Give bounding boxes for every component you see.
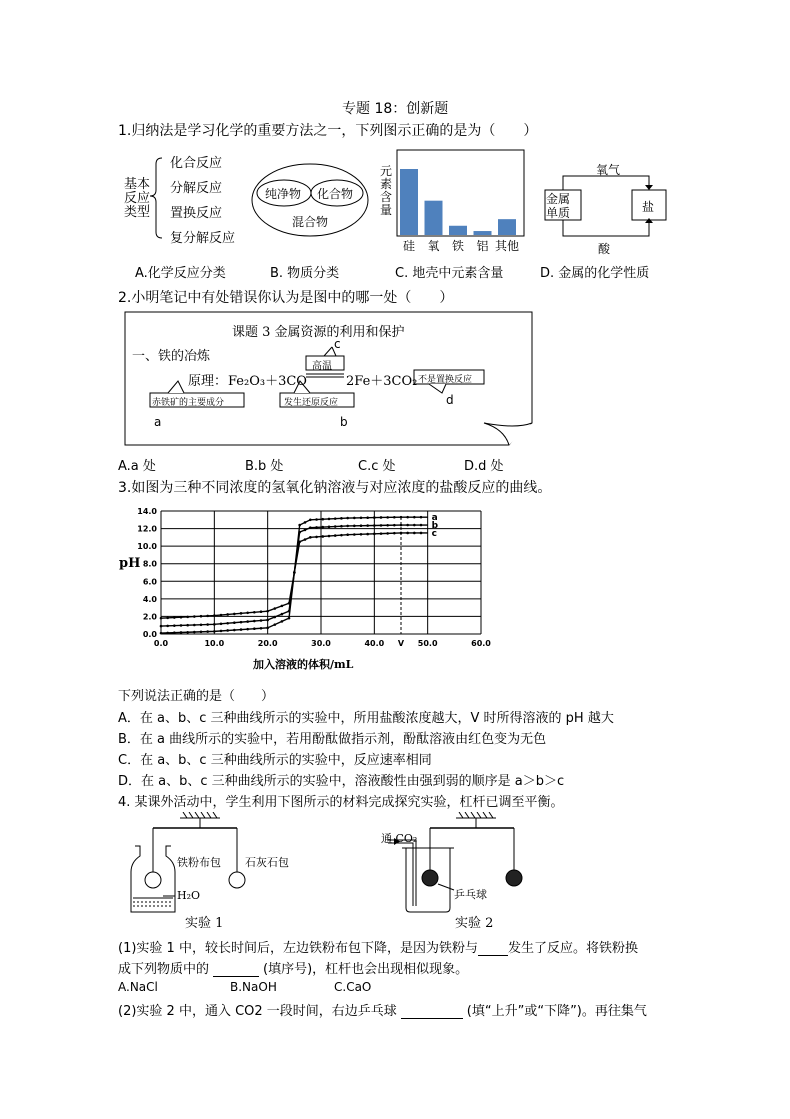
note-heading: 课题 3 金属资源的利用和保护 xyxy=(232,325,405,340)
curve-b-point xyxy=(413,524,416,527)
y-tick-label: 6.0 xyxy=(142,577,157,587)
bar-氧 xyxy=(425,201,443,235)
curve-b-point xyxy=(240,621,243,624)
x-tick-label: 50.0 xyxy=(417,639,438,648)
x-tick-label: 10.0 xyxy=(204,639,225,648)
curve-c xyxy=(161,533,428,633)
ylabel-2: 素 xyxy=(380,177,393,191)
curve-a-point xyxy=(420,516,423,519)
ylabel-1: 元 xyxy=(380,164,393,178)
curve-c-point xyxy=(193,631,196,634)
curve-a-point xyxy=(373,516,376,519)
curve-c-point xyxy=(200,631,203,634)
q4-option-a[interactable]: A.NaCl xyxy=(118,980,158,994)
curve-b-point xyxy=(200,623,203,626)
y-tick-label: 0.0 xyxy=(142,630,157,639)
experiment-1-caption: 实验 1 xyxy=(185,916,224,931)
curve-a-point xyxy=(413,516,416,519)
curve-c-point xyxy=(380,532,383,535)
curve-c-point xyxy=(406,532,409,535)
q3-option-b[interactable]: B．在 a 曲线所示的实验中，若用酚酞做指示剂，酚酞溶液由红色变为无色 xyxy=(118,732,547,747)
curve-b-point xyxy=(393,524,396,527)
y-tick-label: 2.0 xyxy=(142,612,157,622)
curve-b-point xyxy=(273,616,276,619)
q3-option-a[interactable]: A．在 a、b、c 三种曲线所示的实验中，所用盐酸浓度越大，V 时所得溶液的 pH 越大 xyxy=(118,711,614,726)
q4-answer-blank-1[interactable] xyxy=(478,942,508,956)
curve-b-point xyxy=(373,524,376,527)
curve-c-point xyxy=(315,536,318,539)
curve-c-point xyxy=(373,533,376,536)
metal-label-2: 单质 xyxy=(546,206,571,220)
curve-c-point xyxy=(260,627,263,630)
curve-a-point xyxy=(321,518,324,521)
curve-c-point xyxy=(281,620,284,623)
ph-curve-chart xyxy=(115,500,505,675)
y-tick-label: 4.0 xyxy=(142,594,157,604)
bar-硅 xyxy=(400,169,418,235)
label-d: d xyxy=(446,393,454,407)
curve-c-point xyxy=(360,533,363,536)
curve-c-point xyxy=(328,535,331,538)
experiment-2 xyxy=(378,812,528,930)
x-tick-label: 40.0 xyxy=(364,639,385,648)
y-tick-label: 14.0 xyxy=(137,507,157,516)
q4-part2-line xyxy=(118,1000,647,1019)
curve-b-point xyxy=(180,624,183,627)
curve-b-point xyxy=(321,526,324,529)
q4-part1-line2 xyxy=(118,958,468,977)
curve-c-point xyxy=(304,538,307,541)
curve-c-point xyxy=(246,628,249,631)
curve-b-point xyxy=(253,620,256,623)
curve-label-b: b xyxy=(431,521,439,532)
curve-c-point xyxy=(346,533,349,536)
curve-b-point xyxy=(328,526,331,529)
curve-b-point xyxy=(213,623,216,626)
curve-b-point xyxy=(406,524,409,527)
q4-answer-blank-2[interactable] xyxy=(213,963,259,977)
curve-b-point xyxy=(366,524,369,527)
curve-b-point xyxy=(340,525,343,528)
curve-a-point xyxy=(246,612,249,615)
curve-c-point xyxy=(288,617,291,620)
bar-铝 xyxy=(474,231,492,235)
q2-option-b[interactable]: B.b 处 xyxy=(245,459,284,474)
curve-c-point xyxy=(334,534,337,537)
curve-a-point xyxy=(309,518,312,521)
curve-c-point xyxy=(413,532,416,535)
x-tick-label: 60.0 xyxy=(471,639,491,648)
curve-a-point xyxy=(233,613,236,616)
curve-a-point xyxy=(213,614,216,617)
q4-option-c[interactable]: C.CaO xyxy=(334,980,372,994)
experiment-2-caption: 实验 2 xyxy=(455,916,494,931)
bar-label-铝: 铝 xyxy=(476,239,489,253)
curve-a-point xyxy=(386,516,389,519)
curve-c-point xyxy=(273,623,276,626)
curve-a-point xyxy=(340,517,343,520)
bubble-a-text: 赤铁矿的主要成分 xyxy=(152,398,225,408)
q3-option-d[interactable]: D．在 a、b、c 三种曲线所示的实验中，溶液酸性由强到弱的顺序是 a＞b＞c xyxy=(118,774,565,789)
curve-b-point xyxy=(304,529,307,532)
curve-a-point xyxy=(160,617,163,620)
co2-inlet-label: 通 CO₂ xyxy=(381,832,418,845)
q2-option-d[interactable]: D.d 处 xyxy=(464,459,504,474)
curve-a-point xyxy=(186,616,189,619)
curve-c-point xyxy=(240,628,243,631)
curve-a-point xyxy=(328,518,331,521)
curve-b-point xyxy=(380,524,383,527)
x-tick-label: 30.0 xyxy=(311,639,331,648)
curve-c-point xyxy=(420,532,423,535)
salt-label: 盐 xyxy=(642,200,655,214)
curve-b-point xyxy=(186,624,189,627)
reaction-type-4: 复分解反应 xyxy=(170,231,236,246)
water-label: H₂O xyxy=(177,889,201,902)
curve-b-point xyxy=(166,625,169,628)
curve-a-point xyxy=(400,516,403,519)
curve-c-point xyxy=(226,629,229,632)
label-b: b xyxy=(340,415,348,429)
q4-part1-text-d: (填序号)，杠杆也会出现相似现象。 xyxy=(263,962,469,977)
left-label-1: 基本 xyxy=(124,177,151,192)
curve-b-point xyxy=(309,526,312,529)
reaction-type-1: 化合反应 xyxy=(170,156,223,171)
curve-b-point xyxy=(400,524,403,527)
curve-c-point xyxy=(160,632,163,635)
q1-figure-a xyxy=(118,148,248,248)
acid-label: 酸 xyxy=(598,242,611,256)
curve-c-point xyxy=(353,533,356,536)
q4-part1-text-a: (1)实验 1 中，较长时间后，左边铁粉布包下降，是因为铁粉与 xyxy=(118,941,478,956)
curve-a-point xyxy=(226,613,229,616)
bubble-b-text: 发生还原反应 xyxy=(284,398,339,408)
venn-compound: 化合物 xyxy=(317,187,354,201)
equation-right: 2Fe＋3CO₂ xyxy=(346,374,418,389)
reaction-type-2: 分解反应 xyxy=(170,181,223,196)
curve-b-point xyxy=(233,621,236,624)
curve-a-point xyxy=(180,616,183,619)
curve-b-point xyxy=(315,526,318,529)
curve-c-point xyxy=(220,630,223,633)
curve-a-point xyxy=(260,610,263,613)
curve-b-point xyxy=(353,525,356,528)
ph-xlabel: 加入溶液的体积/mL xyxy=(253,658,354,671)
curve-b-point xyxy=(193,624,196,627)
curve-c-point xyxy=(298,540,301,543)
bar-label-铁: 铁 xyxy=(451,239,465,253)
y-tick-label: 10.0 xyxy=(137,542,157,552)
curve-c-point xyxy=(233,629,236,632)
curve-b-point xyxy=(246,620,249,623)
bar-label-氧: 氧 xyxy=(427,239,440,253)
q4-part1-text-c: 成下列物质中的 xyxy=(118,962,210,977)
metal-label-1: 金属 xyxy=(546,192,571,206)
curve-c-point xyxy=(393,532,396,535)
curve-a-point xyxy=(273,607,276,610)
label-a: a xyxy=(154,415,162,429)
ph-ylabel: pH xyxy=(119,556,141,571)
ylabel-4: 量 xyxy=(380,203,393,217)
q1-figure-c xyxy=(380,149,530,259)
bar-label-其他: 其他 xyxy=(494,239,520,253)
curve-b-point xyxy=(334,525,337,528)
curve-c-point xyxy=(400,532,403,535)
note-section: 一、铁的冶炼 xyxy=(132,349,211,364)
curve-c-point xyxy=(253,627,256,630)
left-label-3: 类型 xyxy=(124,205,151,220)
curve-b-point xyxy=(386,524,389,527)
q3-ask: 下列说法正确的是（ ） xyxy=(118,689,275,704)
curve-c-point xyxy=(173,631,176,634)
q2-note xyxy=(124,311,534,447)
experiment-1 xyxy=(125,812,315,930)
x-tick-label: 20.0 xyxy=(257,639,278,648)
equation-left: Fe₂O₃＋3CO xyxy=(228,374,307,389)
curve-b-point xyxy=(281,613,284,616)
curve-a-point xyxy=(346,517,349,520)
element-bar-chart xyxy=(380,149,530,259)
ylabel-3: 含 xyxy=(380,190,393,204)
q1-option-c[interactable]: C. 地壳中元素含量 xyxy=(395,266,504,281)
q1-option-d[interactable]: D. 金属的化学性质 xyxy=(540,266,650,281)
curve-a-point xyxy=(393,516,396,519)
curve-b-point xyxy=(260,619,263,622)
q2-option-c[interactable]: C.c 处 xyxy=(358,459,396,474)
q4-part1-text-b: 发生了反应。将铁粉换 xyxy=(507,941,638,956)
curve-c-point xyxy=(206,630,209,633)
curve-a-point xyxy=(200,615,203,618)
venn-pure: 纯净物 xyxy=(265,187,302,201)
curve-c-point xyxy=(386,532,389,535)
curve-a-point xyxy=(193,615,196,618)
q3-option-c[interactable]: C．在 a、b、c 三种曲线所示的实验中，反应速率相同 xyxy=(118,753,432,768)
curve-c-point xyxy=(266,627,269,630)
q4-stem: 4. 某课外活动中，学生利用下图所示的材料完成探究实验，杠杆已调至平衡。 xyxy=(118,795,564,810)
bar-label-硅: 硅 xyxy=(402,239,416,253)
q4-part2-text-b: (填“上升”或“下降”)。再往集气 xyxy=(466,1004,647,1019)
curve-a-point xyxy=(173,616,176,619)
y-tick-label: 12.0 xyxy=(137,524,157,534)
curve-c-point xyxy=(321,535,324,538)
limestone-bag-label: 石灰石包 xyxy=(245,856,289,869)
label-c: c xyxy=(334,337,341,351)
curve-a-point xyxy=(353,517,356,520)
bar-铁 xyxy=(449,226,467,235)
curve-a-point xyxy=(360,517,363,520)
left-label-2: 反应 xyxy=(124,191,151,206)
q4-part2-text-a: (2)实验 2 中，通入 CO2 一段时间，右边乒乓球 xyxy=(118,1004,397,1019)
curve-c-point xyxy=(366,533,369,536)
curve-a-point xyxy=(304,521,307,524)
q4-option-b[interactable]: B.NaOH xyxy=(230,980,277,994)
curve-a-point xyxy=(220,614,223,617)
curve-c-point xyxy=(166,632,169,635)
curve-a-point xyxy=(240,612,243,615)
curve-a-point xyxy=(380,516,383,519)
curve-a-point xyxy=(253,611,256,614)
curve-b-point xyxy=(360,524,363,527)
curve-b-point xyxy=(298,531,301,534)
q2-stem: 2.小明笔记中有处错误你认为是图中的哪一处（ ） xyxy=(118,290,454,306)
curve-a-point xyxy=(315,518,318,521)
q1-figure-d xyxy=(540,158,680,258)
curve-a-point xyxy=(334,517,337,520)
bar-其他 xyxy=(498,219,516,235)
x-tick-label: 0.0 xyxy=(153,639,169,648)
curve-a-point xyxy=(406,516,409,519)
principle-label: 原理： xyxy=(188,374,228,389)
curve-a-point xyxy=(281,605,284,608)
pingpong-ball-label: 乒乓球 xyxy=(454,888,487,901)
equation-condition: 高温 xyxy=(312,361,332,372)
oxygen-label: 氧气 xyxy=(596,163,621,177)
q3-stem: 3.如图为三种不同浓度的氢氧化钠溶液与对应浓度的盐酸反应的曲线。 xyxy=(118,480,552,496)
curve-c-point xyxy=(293,571,296,574)
curve-c-point xyxy=(340,534,343,537)
curve-b-point xyxy=(220,622,223,625)
q3-ph-chart xyxy=(115,500,505,675)
curve-b-point xyxy=(420,524,423,527)
bubble-d-text: 不是置换反应 xyxy=(418,375,473,385)
curve-a-point xyxy=(266,610,269,613)
curve-label-c: c xyxy=(431,528,438,539)
curve-a-point xyxy=(298,524,301,527)
curve-b-point xyxy=(266,619,269,622)
curve-c-point xyxy=(213,630,216,633)
q1-option-a[interactable]: A.化学反应分类 xyxy=(135,266,226,281)
curve-b-point xyxy=(173,624,176,627)
q4-answer-blank-3[interactable] xyxy=(401,1005,463,1019)
curve-a-point xyxy=(366,516,369,519)
v-marker-label: V xyxy=(397,639,405,648)
venn-mixture: 混合物 xyxy=(292,215,329,229)
curve-c-point xyxy=(309,536,312,539)
curve-b-point xyxy=(346,525,349,528)
y-tick-label: 8.0 xyxy=(142,559,157,569)
curve-c-point xyxy=(186,631,189,634)
curve-b-point xyxy=(206,623,209,626)
page-title: 专题 18：创新题 xyxy=(342,101,449,117)
curve-a-point xyxy=(166,617,169,620)
q4-part1-line1 xyxy=(118,937,638,956)
q1-stem: 1.归纳法是学习化学的重要方法之一，下列图示正确的是为（ ） xyxy=(118,123,538,139)
curve-a-point xyxy=(206,615,209,618)
curve-b-point xyxy=(160,625,163,628)
curve-b-point xyxy=(226,622,229,625)
curve-c-point xyxy=(180,631,183,634)
iron-bag-label: 铁粉布包 xyxy=(177,856,221,869)
reaction-type-3: 置换反应 xyxy=(170,206,223,221)
q1-figure-b xyxy=(248,160,372,240)
q1-option-b[interactable]: B. 物质分类 xyxy=(270,266,340,281)
q2-option-a[interactable]: A.a 处 xyxy=(118,459,156,474)
curve-label-a: a xyxy=(431,513,438,524)
